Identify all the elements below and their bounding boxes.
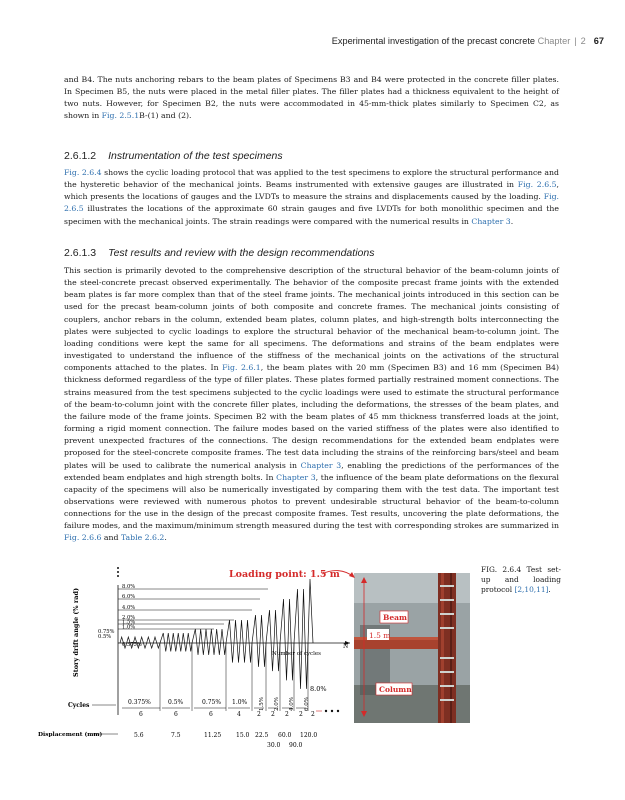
cycle-count: 6: [209, 711, 213, 718]
section-title: Test results and review with the design recommendations: [108, 247, 375, 259]
cycle-count-labels: [139, 711, 315, 718]
section-number: 2.6.1.2: [64, 150, 97, 162]
section-number: 2.6.1.3: [64, 247, 97, 259]
running-title: Experimental investigation of the precast concrete: [331, 36, 535, 46]
section-heading-2-6-1-2: [64, 150, 283, 162]
level-label: 6.0%: [122, 594, 136, 600]
level-label: 2.0%: [122, 615, 136, 621]
loading-point-label: Loading point: 1.5 m: [229, 569, 340, 580]
level-label: 1.0%: [122, 624, 136, 631]
fig-2-5-1-link[interactable]: Fig. 2.5.1: [101, 111, 140, 121]
drift-step-label: 4.0%: [289, 697, 295, 711]
n-label: N: [343, 643, 349, 650]
section-heading-2-6-1-3: [64, 247, 374, 259]
drift-step-label: 0.75%: [202, 699, 222, 706]
results-text-e: and: [101, 533, 121, 543]
results-text-c: , enabling the predictions of the performances of the extended beam endplates and high strength bolts. In: [64, 460, 559, 482]
cycle-count: 6: [174, 711, 178, 718]
fig-2-6-4-link[interactable]: Fig. 2.6.4: [64, 168, 102, 177]
results-text-d: , the influence of the beam plate deformations on the flexural capacity of the specimens will also be numerically investigated by comparing them with the test data. The important test observations were reviewed with numerous photos to prevent undesirable structural behavior of the beam-to-column connections for the use in the design of the precast composite frames. Test results, uncovering the plate deformations, the failure modes, and the maximum/minimum strength measured during the test with corresponding strokes are summarized in: [64, 472, 560, 531]
fig-2-6-5-link[interactable]: Fig. 2.6.5: [517, 180, 557, 190]
level-lines: [118, 589, 268, 629]
rotated-drift-labels: [259, 697, 310, 711]
drift-step-label: 6.0%: [304, 697, 310, 711]
level-label: 0.375%: [122, 642, 142, 648]
fig-2-6-1-link[interactable]: Fig. 2.6.1: [222, 363, 261, 373]
continuation-dots: [325, 710, 339, 712]
displacement-value: 11.25: [204, 732, 222, 739]
instr-text-d: .: [510, 216, 514, 226]
intro-text-b: B-(1) and (2).: [139, 111, 192, 121]
cycle-count: 2: [311, 711, 315, 718]
displacement-values: [134, 732, 317, 749]
displacement-value: 30.0: [267, 742, 281, 749]
drift-step-labels: [128, 699, 248, 706]
results-text-b: , the beam plates with 20 mm (Specimen B3) and 16 mm (Specimen B4) thickness deformed regardless of the type of filler plates. These plates formed partially restrained moment connections. The strains measured from the test specimens subjected to the cyclic loadings were used to estimate the structural performance of the beam-to-column joint with the concrete filler plates, including the deformations, the stresses of the beam plates, and the failure mode of the frame joints. Specimen B2 with the beam plates of 45 mm thickness transferred loads at the joint, forming a rigid moment connection. The failure modes based on the varied stiffness of the plates were also identified to prevent unexpected fractures of the connections. The design recommendations for the extended beam endplates were proposed for the steel-concrete composite frames. The test data including the strains of the reinforcing bars/steel and beam plates will be used to calibrate the numerical analysis in: [64, 363, 559, 470]
displacement-value: 90.0: [289, 742, 303, 749]
displacement-value: 22.5: [255, 732, 269, 739]
section-title: Instrumentation of the test specimens: [108, 150, 283, 162]
cycle-count: 2: [285, 711, 289, 718]
level-label: 8.0%: [122, 584, 136, 590]
height-dimension-label: 1.5 m: [369, 631, 391, 640]
displacement-value: 5.6: [134, 732, 144, 739]
cycle-count: 4: [237, 711, 241, 718]
running-header: [0, 36, 604, 46]
displacement-value: 7.5: [171, 732, 181, 739]
table-2-6-2-link[interactable]: Table 2.6.2: [120, 533, 165, 543]
level-label: 0.5%: [98, 634, 112, 640]
final-step-label: 8.0%: [310, 685, 327, 693]
figure-svg: [38, 565, 470, 773]
number-of-cycles-label: Number of cycles: [272, 651, 321, 657]
level-label: 0.75%: [98, 629, 115, 635]
cycle-count: 2: [271, 711, 275, 718]
drift-step-label: 1.5%: [259, 697, 265, 711]
instr-text-c: illustrates the locations of the approximate 60 strain gauges and five LVDTs for both monolithic specimen and the specimen with the mechanical joints. The strain readings were compared with the numerical results in: [64, 204, 559, 226]
cycles-label: Cycles: [68, 702, 90, 709]
displacement-label: Displacement (mm): [38, 732, 103, 738]
instr-text-a: shows the cyclic loading protocol that was applied to the test specimens to explore the structural performance and the hysteretic behavior of the mechanical joints. Beams instrumented with extensive gauges are illustrated in: [64, 168, 559, 190]
intro-text-a: and B4. The nuts anchoring rebars to the beam plates of Specimens B3 and B4 were protected in the concrete filler plates. In Specimen B5, the nuts were placed in the metal filler plates. The filler plates had a thickness equivalent to the height of two nuts. However, for Specimen B2, the nuts were accommodated in 45-mm-thick plates similarly to Specimen C2, as shown in: [64, 75, 559, 121]
chapter-number: 2: [580, 36, 586, 46]
results-text-a: This section is primarily devoted to the comprehensive description of the structural behavior of the beam-column joints of the steel-concrete precast observed experimentally. The behavior of the composite precast frame joints with the extended beam plates is far more complex than that of the steel frame joints. The mechanical joints introduced in this section can be used for the precast beam-column joints of both composite and concrete frames. The mechanical joints consisting of couplers, anchor rebars in the column, extended beam plates, column plates, and high-strength bolts interconnecting the plates were subjected to cyclic loadings to explore the structural behavior of the mechanical beam-to-column joint. The loading conditions were kept the same for all specimens. The deformations and strains of the beam endplates were investigated to understand the influence of the stiffness of the mechanical joints on the activations of the structural components attached to the plates. In: [64, 266, 559, 373]
cycle-count: 2: [299, 711, 303, 718]
chapter-3-link[interactable]: Chapter 3: [471, 216, 511, 226]
displacement-value: 60.0: [278, 732, 292, 739]
header-separator: |: [574, 36, 577, 46]
figure-2-6-4: [38, 565, 470, 773]
instr-text-b: , which presents the locations of gauges and the LVDTs to measure the strains and displacements caused by the loading.: [64, 180, 559, 202]
loading-protocol-line: [120, 579, 313, 689]
instrumentation-paragraph: [64, 167, 559, 228]
caption-reference-link[interactable]: [2,10,11]: [514, 585, 549, 594]
displacement-value: 120.0: [300, 732, 318, 739]
figure-caption: [481, 565, 561, 595]
level-label: 1.5%: [122, 619, 136, 626]
chapter-3-link[interactable]: Chapter 3: [300, 460, 342, 470]
y-axis-label: Story drift angle (% rad): [72, 587, 80, 677]
drift-step-label: 2.0%: [274, 697, 280, 711]
setup-photo: [354, 573, 470, 723]
chapter-label: Chapter: [537, 36, 571, 46]
level-label: 4.0%: [122, 605, 136, 611]
chapter-3-link-2[interactable]: Chapter 3: [276, 472, 316, 482]
caption-text: FIG. 2.6.4 Test set-up and loading protocol: [481, 565, 561, 594]
intro-paragraph: [64, 74, 559, 123]
cycle-count: 6: [139, 711, 143, 718]
caption-end: .: [548, 585, 551, 594]
results-text-f: .: [164, 533, 167, 543]
drift-step-label: 1.0%: [232, 699, 248, 706]
column-label: Column: [379, 685, 412, 694]
cycle-count: 2: [257, 711, 261, 718]
page-number: 67: [593, 36, 604, 46]
fig-2-6-6-link[interactable]: Fig. 2.6.6: [64, 533, 102, 543]
drift-step-label: 0.375%: [128, 699, 151, 706]
displacement-value: 15.0: [236, 732, 250, 739]
beam-label: Beam: [383, 613, 407, 622]
fig-2-6-5-link-2[interactable]: Fig. 2.6.5: [64, 192, 559, 214]
results-paragraph: [64, 265, 559, 545]
drift-step-label: 0.5%: [168, 699, 184, 706]
